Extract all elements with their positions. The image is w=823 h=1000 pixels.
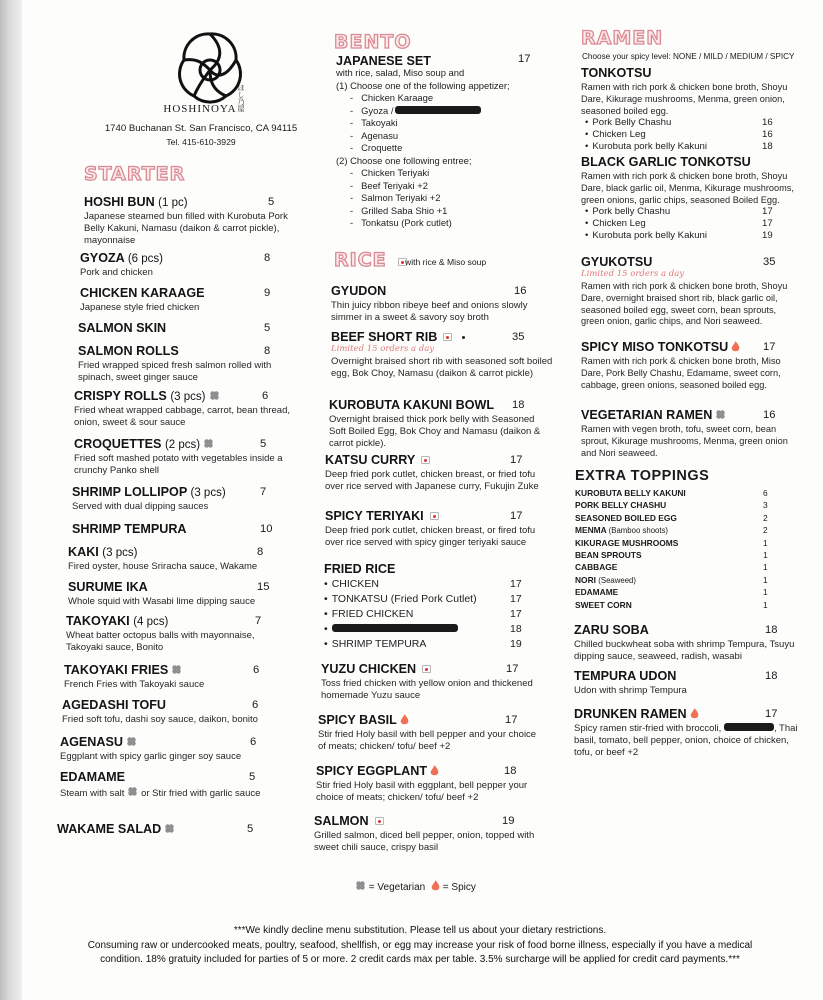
price-shrimp-lollipop: 7: [260, 486, 267, 498]
item-quantity: (3 pcs): [170, 391, 206, 403]
rice-and-miso-icon: [421, 456, 430, 464]
rice-and-miso-icon: [375, 817, 384, 825]
item-description: Stir fried Holy basil with eggplant, bell pepper your choice of meats; chicken/ tofu/ beef +2: [316, 780, 528, 803]
topping-price: 6: [763, 488, 768, 498]
footer-warning-line2: condition. 18% gratuity included for parties of 5 or more. 2 credit cards max per table. 3.5% surcharge will be applied for credit card payments.***: [100, 954, 740, 965]
menu-item-edamame: [60, 770, 280, 800]
price-agenasu: 6: [250, 736, 257, 748]
item-name: GYUDON: [331, 284, 387, 298]
item-name: HOSHI BUN: [84, 195, 155, 209]
item-name: FRIED RICE: [324, 562, 396, 576]
item-description: Japanese steamed bun filled with Kurobuta Pork Belly Kakuni, Namasu (daikon & carrot pickle), mayonnaise: [84, 211, 288, 246]
redacted-text: [395, 106, 481, 114]
bento-entree-option: - Grilled Saba Shio +1: [350, 204, 448, 216]
item-name: AGENASU: [60, 735, 123, 749]
item-description: Fired oyster, house Sriracha sauce, Wakame: [68, 561, 258, 572]
bento-appetizer-option: - Chicken Karaage: [350, 92, 434, 103]
vegetarian-icon: [171, 664, 182, 675]
item-quantity: (4 pcs): [133, 616, 169, 628]
topping-price: 1: [763, 537, 768, 548]
topping-name: KIKURAGE MUSHROOMS: [575, 537, 679, 548]
topping-row: [575, 513, 775, 523]
bento-appetizer-option: - Gyoza /: [350, 105, 566, 118]
ramen-options: [581, 117, 797, 153]
option-price: 16: [762, 129, 773, 141]
topping-price: 1: [763, 587, 768, 598]
item-name: SPICY BASIL: [318, 713, 397, 727]
vegetarian-icon: [715, 409, 726, 420]
item-description: Served with dual dipping sauces: [72, 501, 209, 512]
option-price: 18: [510, 623, 522, 635]
item-description: Fried soft mashed potato with vegetables inside a crunchy Panko shell: [74, 453, 283, 476]
menu-item-shrimp-tempura: [72, 522, 292, 536]
bento-entree-option: - Tonkatsu (Pork cutlet): [350, 217, 452, 228]
limited-note: Limited 15 orders a day: [581, 269, 685, 279]
option-row: • Chicken Leg 17: [585, 218, 773, 230]
redacted-text: [724, 723, 774, 731]
item-name: SHRIMP LOLLIPOP: [72, 485, 187, 499]
item-quantity: (2 pcs): [164, 439, 201, 451]
price-yuzu-chicken: 17: [506, 663, 519, 675]
item-quantity: (6 pcs): [127, 253, 163, 265]
legend: [355, 880, 476, 893]
menu-item-takoyaki-fries: [64, 663, 284, 691]
option-price: 17: [762, 218, 773, 230]
price-kurobuta-kakuni-bowl: 18: [512, 399, 525, 411]
option-price: 19: [510, 638, 522, 650]
menu-item-takoyaki: [66, 614, 286, 654]
item-name: TAKOYAKI: [66, 614, 130, 628]
item-quantity: (1 pc): [158, 197, 188, 209]
topping-note: (Seaweed): [598, 575, 636, 585]
mark-dot: [462, 336, 465, 339]
topping-name: SWEET CORN: [575, 599, 632, 610]
price-gyudon: 16: [514, 285, 527, 297]
item-description: Wheat batter octopus balls with mayonnaise, Takoyaki sauce, Bonito: [66, 630, 255, 653]
item-name: SPICY TERIYAKI: [325, 509, 424, 523]
vegetarian-icon: [126, 736, 137, 747]
rice-and-miso-icon: [430, 512, 439, 520]
legend-spicy-label: = Spicy: [442, 882, 476, 893]
option-row: • SHRIMP TEMPURA 19: [324, 638, 522, 650]
price-spicy-miso-tonkotsu: 17: [763, 341, 776, 353]
price-edamame: 5: [249, 771, 256, 783]
item-name: BLACK GARLIC TONKOTSU: [581, 155, 751, 169]
item-name: BEEF SHORT RIB: [331, 330, 438, 344]
item-description: Thin juicy ribbon ribeye beef and onions slowly simmer in a sweet & savory soy broth: [331, 300, 528, 323]
item-description: Spicy ramen stir-fried with broccoli, , Thai basil, tomato, bell pepper, onion, choice of chicken, tofu, or beef +2: [574, 723, 798, 758]
item-description: Deep fried pork cutlet, chicken breast, or fired tofu over rice served with spicy ginger teriyaki sauce: [325, 525, 536, 548]
price-croquettes: 5: [260, 438, 267, 450]
menu-item-agenasu: [60, 735, 280, 763]
item-name: CROQUETTES: [74, 437, 162, 451]
topping-price: 1: [763, 562, 768, 573]
bento-appetizer-option: - Croquette: [350, 142, 403, 153]
menu-item-shrimp-lollipop: [72, 485, 292, 513]
price-surume-ika: 15: [257, 581, 270, 593]
option-price: 17: [510, 593, 522, 605]
item-name: KATSU CURRY: [325, 453, 416, 467]
rice-and-miso-icon: [443, 333, 452, 341]
spicy-icon: [690, 708, 699, 720]
topping-row: [575, 550, 775, 560]
section-title-ramen: RAMEN: [581, 27, 664, 49]
item-description: Eggplant with spicy garlic ginger soy sauce: [60, 751, 242, 762]
topping-price: 3: [763, 500, 768, 511]
topping-price: 2: [763, 525, 768, 536]
item-quantity: (3 pcs): [102, 547, 138, 559]
price-spicy-eggplant: 18: [504, 765, 517, 777]
topping-name: EDAMAME: [575, 587, 619, 598]
price-takoyaki-fries: 6: [253, 664, 260, 676]
item-name: TONKOTSU: [581, 66, 652, 80]
item-name: DRUNKEN RAMEN: [574, 707, 687, 721]
item-name: KAKI: [68, 545, 99, 559]
item-description: Pork and chicken: [80, 267, 153, 278]
price-salmon: 19: [502, 815, 515, 827]
item-name: EDAMAME: [60, 770, 126, 784]
item-name: TAKOYAKI FRIES: [64, 663, 169, 677]
item-description: Whole squid with Wasabi lime dipping sauce: [68, 596, 256, 607]
price-salmon-skin: 5: [264, 322, 271, 334]
legend-veg-label: = Vegetarian: [368, 882, 426, 893]
price-shrimp-tempura: 10: [260, 523, 273, 535]
vegetarian-icon: [164, 823, 175, 834]
item-name: KUROBUTA KAKUNI BOWL: [329, 398, 495, 412]
spicy-icon: [431, 880, 440, 892]
price-zaru-soba: 18: [765, 624, 778, 636]
limited-note: Limited 15 orders a day: [331, 344, 435, 354]
section-title-extra-toppings: EXTRA TOPPINGS: [575, 468, 710, 484]
footer-warning-line1: Consuming raw or undercooked meats, poultry, seafood, shellfish, or egg may increase your risk of food borne illness, especially if you have a medical: [87, 940, 753, 951]
ramen-spice-note: Choose your spicy level: NONE / MILD / MEDIUM / SPICY: [582, 52, 795, 61]
item-name: CHICKEN KARAAGE: [80, 286, 205, 300]
option-price: 17: [510, 608, 522, 620]
item-name: SALMON SKIN: [78, 321, 167, 335]
section-title-starter: STARTER: [84, 163, 186, 185]
topping-note: (Bamboo shoots): [608, 526, 669, 536]
price-hoshi-bun: 5: [268, 196, 275, 208]
topping-row: [575, 587, 775, 597]
item-name: TEMPURA UDON: [574, 669, 677, 683]
item-description: French Fries with Takoyaki sauce: [64, 679, 205, 690]
price-gyoza: 8: [264, 252, 271, 264]
option-row: • FRIED CHICKEN 17: [324, 608, 522, 620]
vegetarian-icon: [203, 438, 214, 449]
item-description: Overnight braised thick pork belly with Seasoned Soft Boiled Egg, Bok Choy and Namasu (daikon & carrot pickle).: [329, 414, 541, 449]
option-row: • Chicken Leg 16: [585, 129, 773, 141]
price-gyukotsu: 35: [763, 256, 776, 268]
item-description: Fried soft tofu, dashi soy sauce, daikon, bonito: [62, 714, 258, 725]
topping-price: 2: [763, 512, 768, 523]
rice-section-note: with rice & Miso soup: [405, 257, 487, 267]
item-name: CRISPY ROLLS: [74, 389, 167, 403]
item-description: Ramen with rich pork & chicken bone broth, Shoyu Dare, overnight braised short rib, black garlic oil, seasoned boiled egg, sweet corn, bean sprouts, green onion, garlic chips, and Nori seaweed.: [581, 281, 788, 327]
price-tempura-udon: 18: [765, 670, 778, 682]
restaurant-phone: Tel. 415-610-3929: [166, 137, 236, 147]
topping-row: [575, 562, 775, 572]
menu-item-black-garlic-tonkotsu: [581, 155, 797, 242]
item-name: SALMON ROLLS: [78, 344, 179, 358]
topping-price: 1: [763, 550, 768, 560]
price-kaki: 8: [257, 546, 264, 558]
option-price: 18: [762, 141, 773, 153]
price-agedashi-tofu: 6: [252, 699, 259, 711]
item-name: GYOZA: [80, 251, 125, 265]
topping-name: NORI: [575, 574, 596, 585]
topping-price: 1: [763, 599, 768, 610]
menu-item-fried-rice: [324, 562, 546, 652]
menu-item-tonkotsu: [581, 66, 797, 153]
item-description: Overnight braised short rib with seasoned soft boiled egg, Bok Choy, Namasu (daikon & carrot pickle): [331, 356, 553, 379]
item-description: Ramen with rich pork & chicken bone broth, Shoyu Dare, Kikurage mushrooms, Menma, green onion, seasoned boiled egg.: [581, 82, 788, 116]
topping-row: [575, 500, 775, 510]
bento-entree-option: - Salmon Teriyaki +2: [350, 192, 441, 203]
item-description: Ramen with rich pork & chicken bone broth, Shoyu Dare, black garlic oil, Menma, Kikurage mushrooms, green onions, garlic chips, seasoned Boiled Egg.: [581, 171, 794, 205]
menu-item-kaki: [68, 545, 288, 573]
restaurant-address: 1740 Buchanan St. San Francisco, CA 94115: [104, 123, 298, 134]
item-description: Udon with shrimp Tempura: [574, 685, 687, 696]
fried-rice-options: [324, 577, 546, 652]
rice-and-miso-icon: [422, 665, 431, 673]
price-spicy-basil: 17: [505, 714, 518, 726]
price-vegetarian-ramen: 16: [763, 409, 776, 421]
menu-binder-edge: [0, 0, 22, 1000]
item-description: Japanese style fried chicken: [80, 302, 200, 313]
item-name: GYUKOTSU: [581, 255, 653, 269]
item-description: Fried wheat wrapped cabbage, carrot, bean thread, onion, sweet & sour sauce: [74, 405, 290, 428]
bento-appetizer-option: - Takoyaki: [350, 117, 398, 128]
logo-vertical-text: ほし乃屋: [237, 84, 245, 112]
section-title-rice: RICE: [334, 249, 387, 271]
item-name: AGEDASHI TOFU: [62, 698, 167, 712]
item-name: SURUME IKA: [68, 580, 148, 594]
item-description: Stir fried Holy basil with bell pepper and your choice of meats; chicken/ tofu/ beef +2: [318, 729, 537, 752]
option-row: • CHICKEN 17: [324, 578, 522, 590]
vegetarian-icon: [127, 786, 138, 797]
spicy-icon: [430, 765, 439, 777]
option-price: 17: [762, 206, 773, 218]
price-salmon-rolls: 8: [264, 345, 271, 357]
option-row: • 18: [324, 623, 522, 635]
item-description: Steam with salt or Stir fried with garlic sauce: [60, 788, 261, 799]
price-wakame-salad: 5: [247, 823, 254, 835]
item-name: ZARU SOBA: [574, 623, 649, 637]
price-japanese-set: 17: [518, 53, 531, 65]
ramen-options: [581, 206, 797, 242]
price-chicken-karaage: 9: [264, 287, 271, 299]
topping-row: [575, 488, 775, 498]
topping-row: [575, 575, 775, 585]
menu-item-agedashi-tofu: [62, 698, 282, 726]
option-row: • Pork Belly Chashu 16: [585, 117, 773, 129]
topping-price: 1: [763, 574, 768, 585]
menu-item-japanese-set: JAPANESE SET: [336, 54, 431, 68]
item-name: SHRIMP TEMPURA: [72, 522, 187, 536]
vegetarian-icon: [209, 390, 220, 401]
bento-appetizer-option: - Agenasu: [350, 129, 399, 141]
price-spicy-teriyaki: 17: [510, 510, 523, 522]
item-description: Deep fried pork cutlet, chicken breast, or fried tofu over rice served with Japanese curry, Fukujin Zuke: [325, 469, 539, 492]
restaurant-name: HOSHINOYA: [163, 103, 237, 115]
price-katsu-curry: 17: [510, 454, 523, 466]
topping-row: [575, 525, 775, 535]
section-title-bento: BENTO: [334, 31, 412, 53]
topping-row: [575, 538, 775, 548]
price-takoyaki: 7: [255, 615, 262, 627]
item-description: Ramen with rich pork & chicken bone broth, Miso Dare, Pork Belly Chashu, Edamame, sweet corn, cabbage, green onions, seasoned boiled egg.: [581, 356, 781, 390]
option-row: • TONKATSU (Fried Pork Cutlet) 17: [324, 593, 522, 605]
price-crispy-rolls: 6: [262, 390, 269, 402]
redacted-text: [332, 624, 458, 632]
item-quantity: (3 pcs): [190, 487, 226, 499]
vegetarian-icon: [355, 880, 366, 891]
price-drunken-ramen: 17: [765, 708, 778, 720]
bento-entree-option: - Chicken Teriyaki: [350, 167, 430, 178]
item-description: Toss fried chicken with yellow onion and thickened homemade Yuzu sauce: [321, 678, 533, 701]
item-name: VEGETARIAN RAMEN: [581, 408, 713, 422]
item-name: SPICY EGGPLANT: [316, 764, 428, 778]
topping-name: SEASONED BOILED EGG: [575, 512, 677, 523]
item-description: Grilled salmon, diced bell pepper, onion, topped with sweet chili sauce, crispy basil: [314, 830, 535, 853]
item-description: Fried wrapped spiced fresh salmon rolled with spinach, sweet ginger sauce: [78, 360, 272, 383]
spicy-icon: [400, 714, 409, 726]
topping-name: BEAN SPROUTS: [575, 550, 642, 560]
option-row: • Kurobuta pork belly Kakuni 19: [585, 230, 773, 242]
menu-item-surume-ika: [68, 580, 288, 608]
spicy-icon: [731, 341, 740, 353]
item-description: Ramen with vegen broth, tofu, sweet corn, bean sprout, Kikurage mushrooms, Menma, green onion and Nori seaweed.: [581, 424, 788, 458]
price-beef-short-rib: 35: [512, 331, 525, 343]
topping-name: PORK BELLY CHASHU: [575, 500, 667, 511]
topping-name: CABBAGE: [575, 562, 618, 573]
topping-row: [575, 600, 775, 610]
option-price: 17: [510, 578, 522, 590]
option-row: • Kurobuta pork belly Kakuni 18: [585, 141, 773, 153]
option-price: 19: [762, 230, 773, 242]
bento-entree-option: - Beef Teriyaki +2: [350, 179, 428, 191]
menu-item-crispy-rolls: [74, 389, 294, 429]
item-name: YUZU CHICKEN: [321, 662, 417, 676]
menu-item-wakame-salad: [57, 822, 277, 836]
topping-name: KUROBUTA BELLY KAKUNI: [575, 488, 686, 498]
option-price: 16: [762, 117, 773, 129]
bento-description: with rice, salad, Miso soup and (1) Choose one of the following appetizer; - Chicken Karaage - Gyoza / - Takoyaki - Agenasu - Croquette (2) Choose one following entree; - Chicken Teriyaki - Beef Teriyaki +2 - Salmon Teriyaki +2 - Grilled Saba Shio +1 - Tonkatsu (Pork cutlet): [336, 67, 566, 230]
topping-name: MENMA: [575, 525, 607, 536]
option-row: • Pork belly Chashu 17: [585, 206, 773, 218]
item-name: SALMON: [314, 814, 369, 828]
item-description: Chilled buckwheat soba with shrimp Tempura, Tsuyu dipping sauce, seaweed, radish, wasabi: [574, 639, 795, 662]
item-name: SPICY MISO TONKOTSU: [581, 340, 729, 354]
footer-policy: ***We kindly decline menu substitution. Please tell us about your dietary restrictions.: [233, 925, 607, 936]
item-name: WAKAME SALAD: [57, 822, 162, 836]
